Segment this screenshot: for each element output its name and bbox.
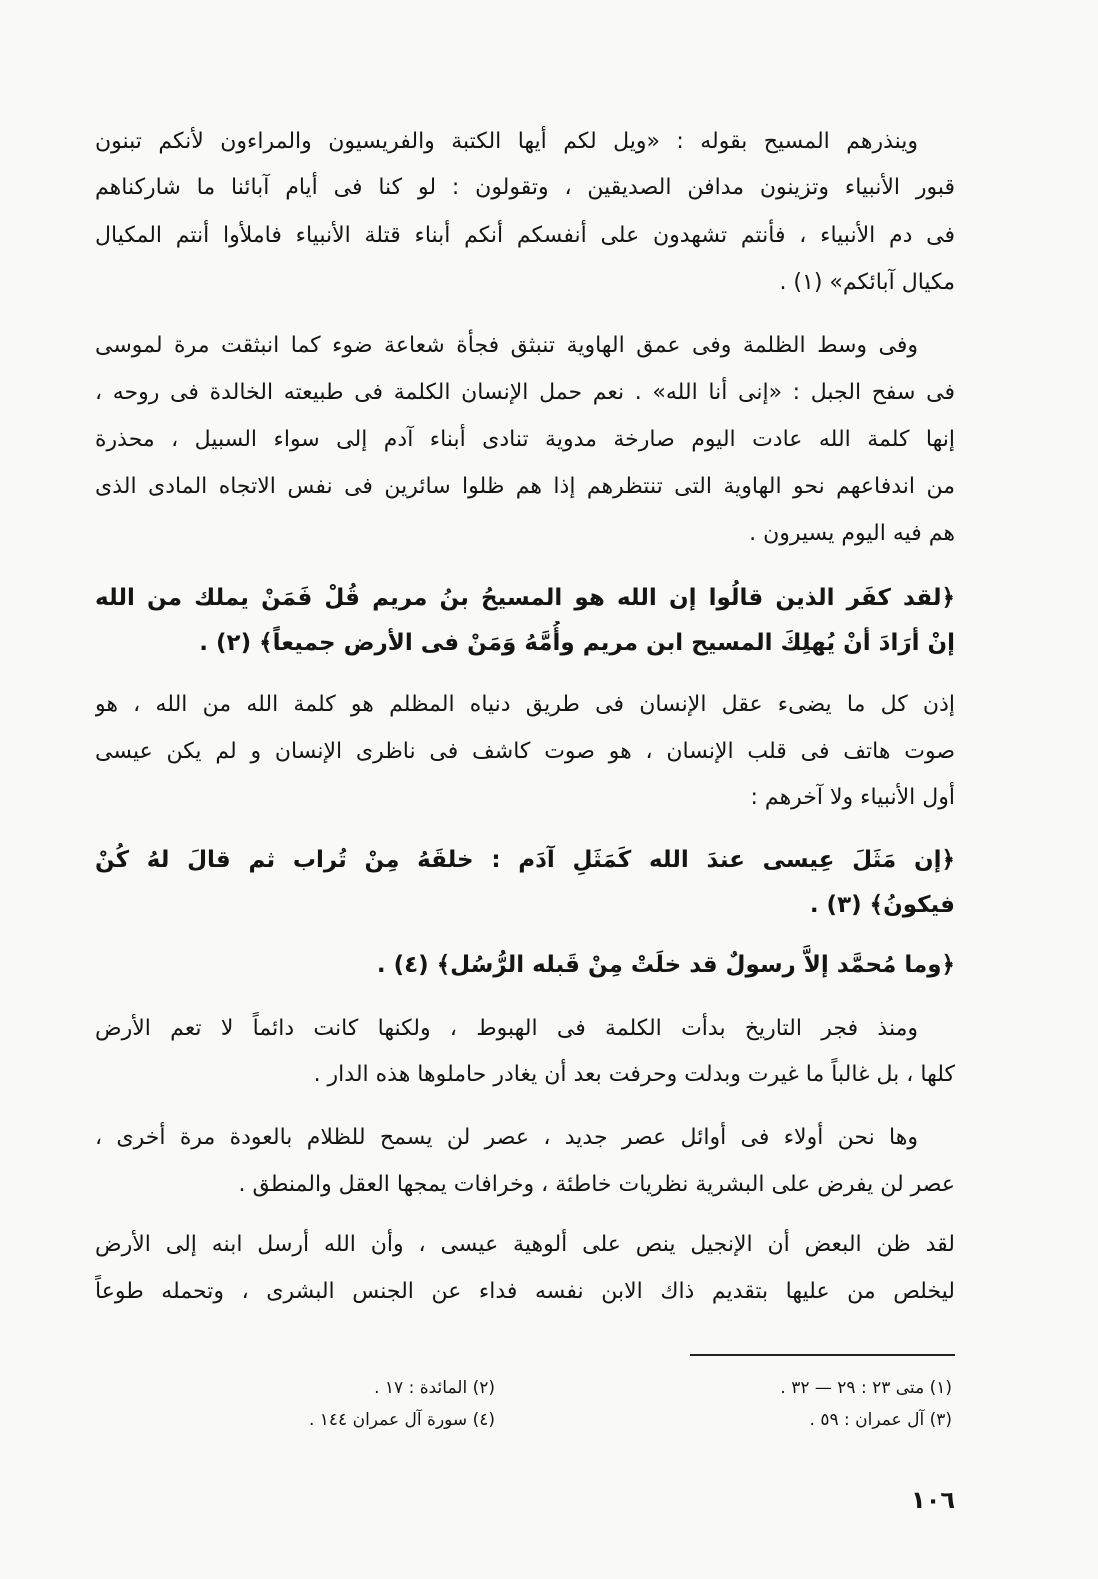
- body-line: ومنذ فجر التاريخ بدأت الكلمة فى الهبوط ، ولكنها كانت دائماً لا تعم الأرض: [95, 1016, 918, 1041]
- quran-verse-line: ﴿وما مُحمَّد إلاَّ رسولٌ قد خلَتْ مِنْ قَبله الرُّسُل﴾ (٤) .: [376, 952, 955, 978]
- body-line: عصر لن يفرض على البشرية نظريات خاطئة ، وخرافات يمجها العقل والمنطق .: [238, 1172, 955, 1197]
- page-number: ١٠٦: [911, 1486, 955, 1514]
- body-line: فى دم الأنبياء ، فأنتم تشهدون على أنفسكم أنكم أبناء قتلة الأنبياء فاملأوا أنتم المكيال: [95, 223, 955, 248]
- footnote-2: (٢) المائدة : ١٧ .: [374, 1378, 495, 1398]
- body-line: إذن كل ما يضىء عقل الإنسان فى طريق دنياه المظلم هو كلمة الله من الله ، هو: [95, 692, 955, 717]
- quran-verse-line: ﴿لقد كفَر الذين قالُوا إن الله هو المسيحُ بنُ مريم قُلْ فَمَنْ يملك من الله: [95, 585, 955, 611]
- body-line: فى سفح الجبل : «إنى أنا الله» . نعم حمل الإنسان الكلمة فى طبيعته الخالدة فى روحه ،: [95, 380, 955, 405]
- quran-verse-line: ﴿إن مَثَلَ عِيسى عندَ الله كَمَثَلِ آدَم : خلقَهُ مِنْ تُراب ثم قالَ لهُ كُنْ: [95, 847, 955, 873]
- quran-verse-line: إنْ أرَادَ أنْ يُهلِكَ المسيح ابن مريم وأُمَّهُ وَمَنْ فى الأرض جميعاً﴾ (٢) .: [199, 630, 955, 656]
- body-line: كلها ، بل غالباً ما غيرت وبدلت وحرفت بعد أن يغادر حاملوها هذه الدار .: [313, 1062, 955, 1087]
- body-line: مكيال آبائكم» (١) .: [779, 270, 955, 295]
- footnote-rule: [690, 1354, 955, 1356]
- body-line: ليخلص من عليها بتقديم ذاك الابن نفسه فداء عن الجنس البشرى ، وتحمله طوعاً: [95, 1279, 955, 1304]
- body-line: وينذرهم المسيح بقوله : «ويل لكم أيها الكتبة والفريسيون والمراءون لأنكم تبنون: [95, 129, 918, 154]
- footnote-1: (١) متى ٢٣ : ٢٩ — ٣٢ .: [780, 1378, 952, 1398]
- body-line: لقد ظن البعض أن الإنجيل ينص على ألوهية عيسى ، وأن الله أرسل ابنه إلى الأرض: [95, 1232, 955, 1257]
- body-line: وفى وسط الظلمة وفى عمق الهاوية تنبثق فجأة شعاعة ضوء كما انبثقت مرة لموسى: [95, 333, 918, 358]
- body-line: صوت هاتف فى قلب الإنسان ، هو صوت كاشف فى ناظرى الإنسان و لم يكن عيسى: [95, 739, 955, 764]
- body-line: وها نحن أولاء فى أوائل عصر جديد ، عصر لن يسمح للظلام بالعودة مرة أخرى ،: [95, 1125, 918, 1150]
- body-line: قبور الأنبياء وتزينون مدافن الصديقين ، وتقولون : لو كنا فى أيام آبائنا ما شاركناهم: [95, 175, 955, 200]
- footnote-3: (٣) آل عمران : ٥٩ .: [809, 1410, 952, 1430]
- footnote-4: (٤) سورة آل عمران ١٤٤ .: [308, 1410, 495, 1430]
- body-line: من اندفاعهم نحو الهاوية التى تنتظرهم إذا هم ظلوا سائرين فى نفس الاتجاه المادى الذى: [95, 474, 955, 499]
- body-line: هم فيه اليوم يسيرون .: [749, 521, 955, 546]
- body-line: أول الأنبياء ولا آخرهم :: [750, 785, 955, 810]
- body-line: إنها كلمة الله عادت اليوم صارخة مدوية تنادى أبناء آدم إلى سواء السبيل ، محذرة: [95, 427, 955, 452]
- quran-verse-line: فيكونُ﴾ (٣) .: [809, 892, 955, 918]
